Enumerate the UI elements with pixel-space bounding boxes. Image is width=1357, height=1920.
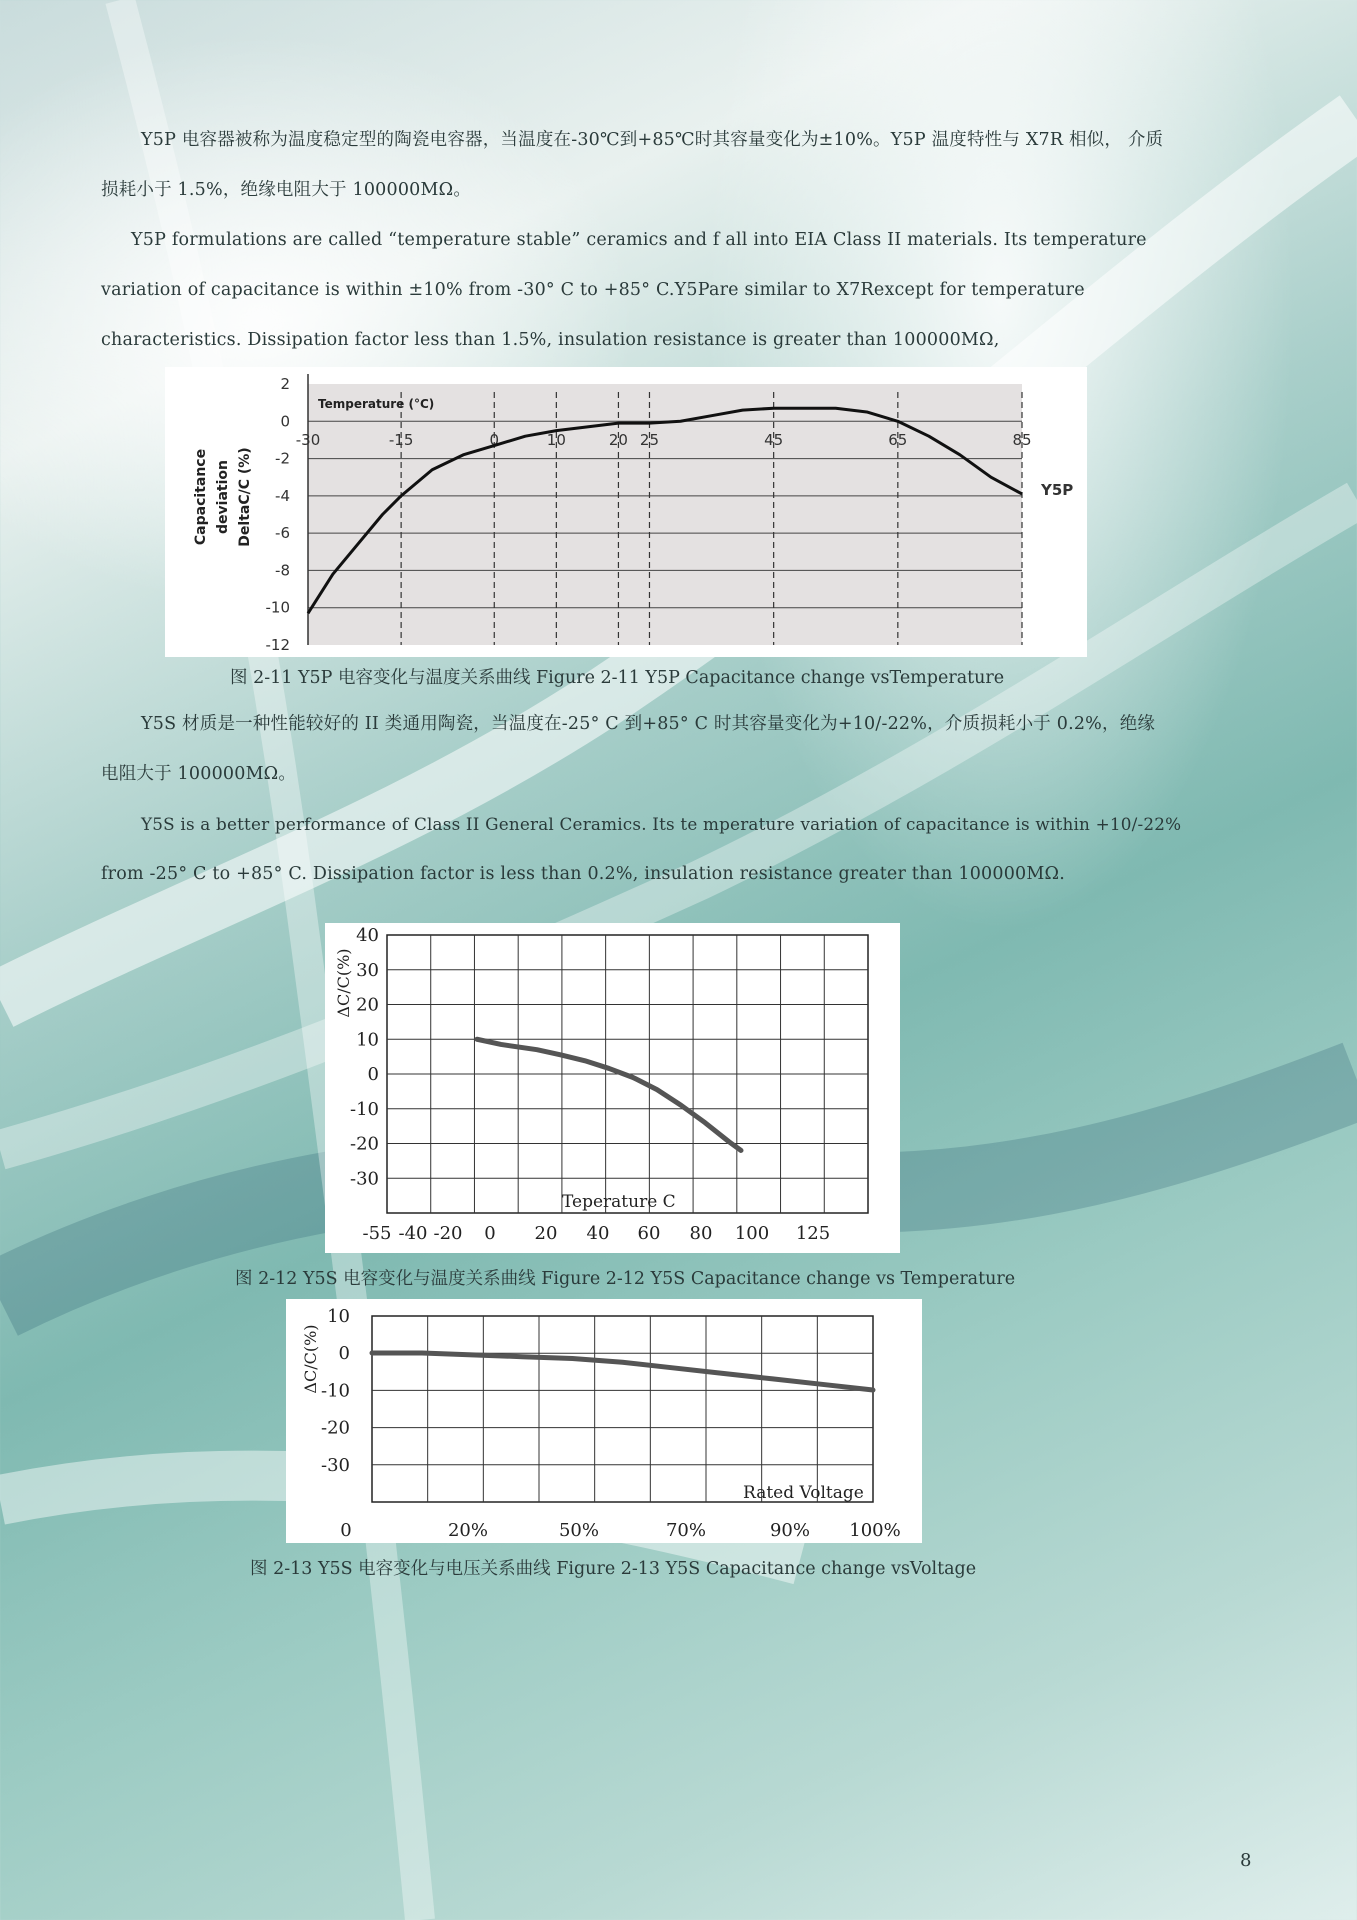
caption-figure-2-13: 图 2-13 Y5S 电容变化与电压关系曲线 Figure 2-13 Y5S Capacitance change vsVoltage <box>250 1559 977 1579</box>
y-tick-label: 30 <box>356 959 379 981</box>
figure-2-12 <box>325 923 900 1253</box>
series-line-y5s-voltage <box>372 1353 873 1390</box>
x-tick-label: 0 <box>489 430 500 449</box>
x-tick-label: 100% <box>849 1520 901 1541</box>
x-tick-label: 45 <box>764 430 784 449</box>
y-tick-label: 10 <box>327 1306 350 1327</box>
figure-2-11 <box>165 367 1087 657</box>
y-axis-label: ΔC/C(%) <box>334 948 353 1018</box>
y-tick-label: -30 <box>321 1454 350 1476</box>
y-tick-label: 0 <box>338 1343 350 1365</box>
paragraph-y5s-en-line1: Y5S is a better performance of Class II General Ceramics. Its te mperature variation of capacitance is within +10/-22% <box>141 814 1182 834</box>
x-tick-label: 65 <box>888 430 908 449</box>
y-tick-label: -20 <box>350 1133 379 1155</box>
x-tick-label: -30 <box>295 430 321 449</box>
y-tick-label: 0 <box>367 1064 379 1085</box>
y-tick-label: 0 <box>280 412 290 431</box>
x-tick-label: 20 <box>608 430 628 449</box>
x-tick-label: 50% <box>558 1520 600 1541</box>
x-tick-label: 100 <box>734 1223 770 1244</box>
x-tick-label: 90% <box>769 1520 811 1541</box>
x-tick-label: 25 <box>639 430 660 449</box>
x-tick-label: -15 <box>388 430 414 449</box>
y-axis-label: Capacitance <box>193 448 209 546</box>
inner-axis-label: Rated Voltage <box>743 1483 864 1503</box>
x-tick-label: 0 <box>484 1223 496 1244</box>
y-tick-label: 10 <box>356 1029 379 1051</box>
caption-figure-2-12: 图 2-12 Y5S 电容变化与温度关系曲线 Figure 2-12 Y5S Capacitance change vs Temperature <box>235 1269 1016 1289</box>
x-tick-label: 125 <box>795 1223 831 1244</box>
series-line-y5s <box>477 1039 741 1150</box>
y-axis-label: DeltaC/C (%) <box>237 447 253 547</box>
series-label-y5p: Y5P <box>1041 481 1074 499</box>
paragraph-y5p-cn-line2: 损耗小于 1.5%，绝缘电阻大于 100000MΩ。 <box>101 180 472 200</box>
page-number: 8 <box>1240 1850 1252 1871</box>
chart-y5p-temperature <box>165 367 1087 657</box>
x-tick-label: 70% <box>665 1520 707 1541</box>
x-tick-label: 85 <box>1012 430 1032 449</box>
chart-y5s-voltage <box>286 1299 922 1543</box>
y-tick-label: -10 <box>265 598 290 617</box>
paragraph-y5p-en-line2: variation of capacitance is within ±10% from -30° C to +85° C.Y5Pare similar to X7Rexcept for temperature <box>101 280 1085 300</box>
y-tick-label: -6 <box>275 524 290 543</box>
x-tick-label: 40 <box>586 1223 610 1244</box>
y-tick-label: 2 <box>280 375 290 393</box>
paragraph-y5s-en-line2: from -25° C to +85° C. Dissipation factor is less than 0.2%, insulation resistance greater than 100000MΩ. <box>101 864 1065 884</box>
inner-axis-label: Temperature (°C) <box>318 397 435 411</box>
y-tick-label: -10 <box>350 1098 379 1120</box>
y-tick-label: 20 <box>356 994 379 1016</box>
x-tick-label: 80 <box>689 1223 713 1244</box>
x-tick-label: 20 <box>534 1223 558 1244</box>
y-tick-label: -20 <box>321 1417 350 1439</box>
x-tick-label: 0 <box>340 1520 352 1541</box>
paragraph-y5p-en-line1: Y5P formulations are called “temperature stable” ceramics and f all into EIA Class II materials. Its temperature <box>131 230 1147 250</box>
paragraph-y5s-cn-line1: Y5S 材质是一种性能较好的 II 类通用陶瓷，当温度在-25° C 到+85° C 时其容量变化为+10/-22%，介质损耗小于 0.2%，绝缘 <box>141 714 1156 734</box>
y-tick-label: -12 <box>265 636 290 654</box>
y-tick-label: 40 <box>356 925 379 946</box>
inner-axis-label: Teperature C <box>562 1192 676 1212</box>
x-tick-label: -20 <box>433 1223 463 1244</box>
plot-frame <box>372 1316 873 1502</box>
y-tick-label: -30 <box>350 1168 379 1190</box>
y-tick-label: -8 <box>275 561 290 580</box>
paragraph-y5s-cn-line2: 电阻大于 100000MΩ。 <box>101 764 297 784</box>
y-axis-label: ΔC/C(%) <box>301 1324 320 1394</box>
y-tick-label: -10 <box>321 1380 350 1402</box>
caption-figure-2-11: 图 2-11 Y5P 电容变化与温度关系曲线 Figure 2-11 Y5P Capacitance change vsTemperature <box>230 668 1005 688</box>
paragraph-y5p-en-line3: characteristics. Dissipation factor less than 1.5%, insulation resistance is greater than 100000MΩ, <box>101 330 1000 350</box>
x-tick-label: 10 <box>546 430 566 449</box>
x-tick-label: 60 <box>637 1223 661 1244</box>
paragraph-y5p-cn-line1: Y5P 电容器被称为温度稳定型的陶瓷电容器，当温度在-30℃到+85℃时其容量变化为±10%。Y5P 温度特性与 X7R 相似， 介质 <box>141 130 1164 150</box>
x-tick-label: -40 <box>398 1223 428 1244</box>
y-tick-label: -2 <box>275 449 290 468</box>
x-tick-label: 20% <box>447 1520 489 1541</box>
y-tick-label: -4 <box>275 486 290 505</box>
x-tick-label: -55 <box>362 1223 392 1244</box>
y-axis-label: deviation <box>215 460 231 534</box>
figure-2-13 <box>286 1299 922 1543</box>
chart-y5s-temperature <box>325 923 900 1253</box>
